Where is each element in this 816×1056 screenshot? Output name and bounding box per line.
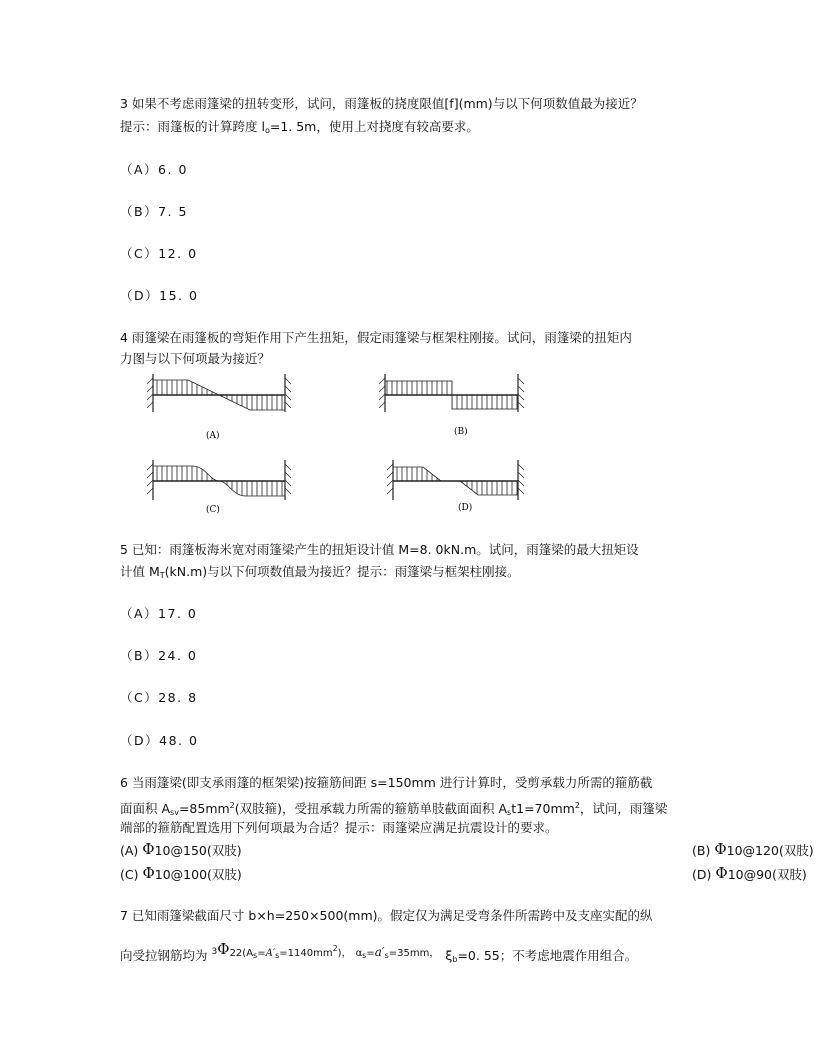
q7-alpha-sub: s (362, 951, 367, 960)
q6-option-d (692, 863, 807, 885)
q7-bar-a: 22(A (229, 948, 254, 959)
q7-a-prime-val: =35mm， (388, 948, 440, 959)
q7-line1: 7 已知雨篷梁截面尺寸 b×h=250×500(mm)。假定仅为满足受弯条件所需跨中及支座实配的纵 (120, 908, 653, 923)
q3-line1: 3 如果不考虑雨篷梁的扭转变形，试问，雨篷板的挠度限值[f](mm)与以下何项数值最为接近？ (120, 96, 643, 111)
q6-opt-c-text: 10@100(双肢) (154, 867, 242, 882)
q7-a-prime: a′ (374, 945, 385, 959)
label-a: (A) (206, 431, 220, 441)
q6-opt-c-prefix: (C) (120, 867, 139, 882)
q6-line1: 6 当雨篷梁(即支承雨篷的框架梁)按箍筋间距 s=150mm 进行计算时，受剪承载力所需的箍筋截 (120, 775, 653, 790)
q7-as-prime: A′ (265, 948, 276, 959)
q5-line2-pre: 计值 M (120, 564, 160, 579)
q7-xi-sub: b (452, 955, 458, 964)
torque-diagrams (140, 368, 540, 518)
q6-l2-d: t1=70mm (511, 801, 575, 816)
q6-option-a (120, 839, 242, 861)
q6-l2-e: ，试问，雨篷梁 (579, 801, 668, 816)
q5-option-b: （B）24. 0 (120, 648, 198, 663)
q3-line2-post: =1. 5m，使用上对挠度有较高要求。 (269, 119, 479, 134)
q6-opt-d-text: 10@90(双肢) (727, 867, 807, 882)
q3-line2-pre: 提示：雨篷板的计算跨度 l (120, 119, 265, 134)
q7-bar-a2: = (257, 948, 266, 959)
label-c: (C) (206, 505, 220, 515)
q6-opt-b-prefix: (B) (692, 843, 711, 858)
diagram-a (147, 374, 291, 441)
q7-alpha-group (355, 945, 440, 960)
q5-option-c: （C）28. 8 (120, 690, 198, 705)
q6-l2-c: (双肢箍)，受扭承载力所需的箍筋单肢截面面积 A (234, 801, 508, 816)
q3-option-a: （A）6. 0 (120, 162, 188, 177)
diagram-c (147, 460, 291, 515)
q7-xi: ξ (445, 948, 453, 963)
q7-a-prime-sub: s (384, 951, 389, 960)
q7-alpha: α (355, 948, 363, 959)
q6-opt-b-text: 10@120(双肢) (726, 843, 814, 858)
q6-l2-sub1: sv (170, 808, 179, 817)
q6-option-b (692, 839, 814, 861)
q6-opt-a-text: 10@150(双肢) (154, 843, 242, 858)
q3-option-d: （D）15. 0 (120, 288, 199, 303)
q7-line2 (120, 939, 637, 970)
q7-alpha-eq: = (366, 948, 375, 959)
q6-l2-sup1: 2 (229, 801, 235, 810)
phi-icon: Φ (715, 864, 728, 882)
q6-l2-sub2: s (507, 808, 512, 817)
q6-opt-d-prefix: (D) (692, 867, 712, 882)
diagram-d (387, 460, 524, 513)
q6-l2-sup2: 2 (574, 801, 580, 810)
phi-icon: Φ (217, 940, 230, 958)
q6-opt-a-prefix: (A) (120, 843, 139, 858)
q7-as-prime-sub: s (275, 951, 280, 960)
q5-line1: 5 已知：雨篷板海米宽对雨篷梁产生的扭矩设计值 M=8. 0kN.m。试问，雨篷梁的最大扭矩设 (120, 542, 639, 557)
q7-bar-count: 3 (211, 947, 218, 957)
q5-option-d: （D）48. 0 (120, 733, 199, 748)
label-b: (B) (454, 427, 468, 437)
q7-line2-pre: 向受拉钢筋均为 (120, 948, 208, 963)
q5-line2-post: (kN.m)与以下何项数值最为接近？提示：雨篷梁与框架柱刚接。 (164, 564, 520, 579)
q4-line2: 力图与以下何项最为接近？ (120, 351, 271, 366)
q6-l2-a: 面面积 A (120, 801, 171, 816)
q5-line2-sub: T (159, 571, 165, 580)
phi-icon: Φ (142, 864, 155, 882)
q4-line1: 4 雨篷梁在雨篷板的弯矩作用下产生扭矩，假定雨篷梁与框架柱刚接。试问，雨篷梁的扭矩内 (120, 330, 632, 345)
q7-bar-a4: )， (337, 948, 352, 959)
q3-option-b: （B）7. 5 (120, 204, 188, 219)
q7-bar-group (229, 944, 352, 960)
q5-option-a: （A）17. 0 (120, 606, 198, 621)
q6-l2-b: =85mm (178, 801, 230, 816)
q3-line2-sub: o (264, 126, 270, 135)
q6-line3: 端部的箍筋配置选用下列何项最为合适？提示：雨篷梁应满足抗震设计的要求。 (120, 820, 558, 835)
q7-xi-post: =0. 55；不考虑地震作用组合。 (457, 948, 638, 963)
q3-option-c: （C）12. 0 (120, 246, 198, 261)
diagram-b (379, 374, 524, 437)
q7-bar-a-sub: s (253, 951, 258, 960)
q3-line2 (120, 117, 479, 141)
q6-option-c (120, 863, 242, 885)
label-d: (D) (458, 503, 473, 513)
phi-icon: Φ (142, 840, 155, 858)
q7-bar-a3-sup: 2 (332, 944, 338, 953)
q7-bar-a3: =1140mm (279, 948, 333, 959)
phi-icon: Φ (714, 840, 727, 858)
q5-line2 (120, 562, 520, 586)
